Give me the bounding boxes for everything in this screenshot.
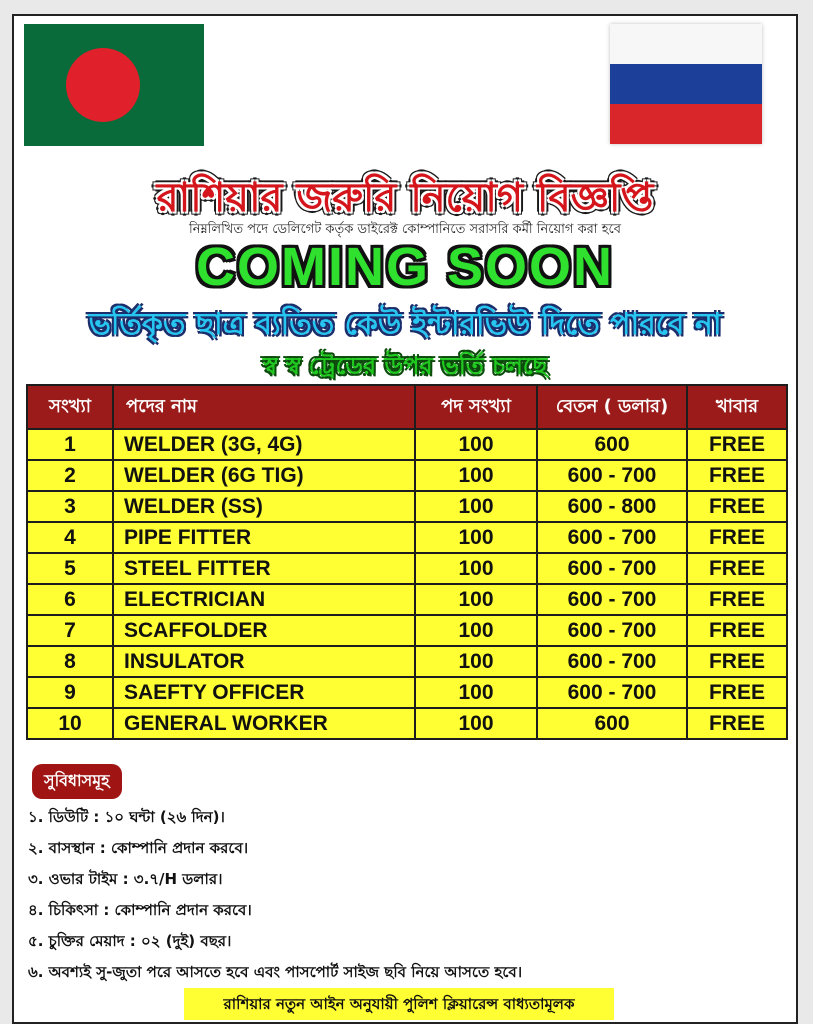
cell-salary: 600 - 700 (537, 584, 687, 615)
cell-food: FREE (687, 584, 787, 615)
recruitment-poster (12, 14, 798, 1024)
cell-serial: 3 (27, 491, 113, 522)
cell-post: WELDER (SS) (113, 491, 415, 522)
cell-salary: 600 (537, 708, 687, 739)
cell-quantity: 100 (415, 460, 537, 491)
cell-quantity: 100 (415, 677, 537, 708)
cell-post: WELDER (3G, 4G) (113, 429, 415, 460)
cell-quantity: 100 (415, 615, 537, 646)
job-table (26, 384, 788, 740)
bangladesh-flag-icon (24, 24, 204, 146)
benefit-item: ৪. চিকিৎসা : কোম্পানি প্রদান করবে। (28, 901, 252, 919)
benefit-item: ৩. ওভার টাইম : ৩.৭/H ডলার। (28, 870, 223, 888)
cell-quantity: 100 (415, 429, 537, 460)
cell-serial: 2 (27, 460, 113, 491)
table-row (27, 491, 787, 522)
cell-post: INSULATOR (113, 646, 415, 677)
benefits-list (28, 802, 522, 988)
header-post: পদের নাম (113, 385, 415, 429)
trade-admission-note: স্ব স্ব ট্রেডের উপর ভর্তি চলছে (262, 352, 548, 380)
poster-headline: রাশিয়ার জরুরি নিয়োগ বিজ্ঞপ্তি (156, 175, 654, 221)
table-row (27, 708, 787, 739)
benefits-title: সুবিধাসমূহ (32, 764, 122, 799)
table-row (27, 553, 787, 584)
cell-post: STEEL FITTER (113, 553, 415, 584)
cell-quantity: 100 (415, 708, 537, 739)
cell-salary: 600 - 700 (537, 460, 687, 491)
cell-serial: 9 (27, 677, 113, 708)
poster-subheadline: নিম্নলিখিত পদে ডেলিগেট কর্তৃক ডাইরেক্ট কোম্পানিতে সরাসরি কর্মী নিয়োগ করা হবে (189, 222, 621, 237)
cell-serial: 1 (27, 429, 113, 460)
cell-quantity: 100 (415, 553, 537, 584)
cell-post: SCAFFOLDER (113, 615, 415, 646)
cell-quantity: 100 (415, 584, 537, 615)
benefit-item: ৬. অবশ্যই সু-জুতা পরে আসতে হবে এবং পাসপোর্ট সাইজ ছবি নিয়ে আসতে হবে। (28, 963, 523, 981)
flag-blue-band (610, 64, 762, 104)
cell-serial: 6 (27, 584, 113, 615)
header-serial: সংখ্যা (27, 385, 113, 429)
cell-post: WELDER (6G TIG) (113, 460, 415, 491)
table-row (27, 522, 787, 553)
cell-serial: 10 (27, 708, 113, 739)
header-food: খাবার (687, 385, 787, 429)
cell-food: FREE (687, 646, 787, 677)
cell-food: FREE (687, 491, 787, 522)
table-header-row (27, 385, 787, 429)
police-clearance-note: রাশিয়ার নতুন আইন অনুযায়ী পুলিশ ক্লিয়ারেন্স বাধ্যতামূলক (184, 988, 614, 1020)
header-salary: বেতন ( ডলার) (537, 385, 687, 429)
table-row (27, 429, 787, 460)
cell-food: FREE (687, 429, 787, 460)
table-row (27, 615, 787, 646)
interview-notice: ভর্তিকৃত ছাত্র ব্যতিত কেউ ইন্টারভিউ দিতে পারবে না (88, 307, 722, 342)
cell-food: FREE (687, 615, 787, 646)
cell-salary: 600 (537, 429, 687, 460)
cell-food: FREE (687, 677, 787, 708)
cell-salary: 600 - 700 (537, 615, 687, 646)
flag-white-band (610, 24, 762, 64)
coming-soon-banner: COMING SOON (195, 237, 614, 297)
benefit-item: ৫. চুক্তির মেয়াদ : ০২ (দুই) বছর। (28, 932, 232, 950)
cell-post: PIPE FITTER (113, 522, 415, 553)
benefit-item: ২. বাসস্থান : কোম্পানি প্রদান করবে। (28, 839, 249, 857)
table-row (27, 646, 787, 677)
russia-flag-icon (610, 24, 762, 144)
cell-serial: 4 (27, 522, 113, 553)
cell-serial: 7 (27, 615, 113, 646)
cell-post: ELECTRICIAN (113, 584, 415, 615)
benefit-item: ১. ডিউটি : ১০ ঘন্টা (২৬ দিন)। (28, 808, 225, 826)
cell-food: FREE (687, 460, 787, 491)
cell-food: FREE (687, 708, 787, 739)
cell-quantity: 100 (415, 491, 537, 522)
flag-red-band (610, 104, 762, 144)
header-quantity: পদ সংখ্যা (415, 385, 537, 429)
table-row (27, 677, 787, 708)
table-row (27, 584, 787, 615)
cell-salary: 600 - 700 (537, 677, 687, 708)
cell-serial: 8 (27, 646, 113, 677)
cell-post: GENERAL WORKER (113, 708, 415, 739)
cell-food: FREE (687, 553, 787, 584)
flag-red-disc (66, 48, 140, 122)
cell-food: FREE (687, 522, 787, 553)
cell-salary: 600 - 700 (537, 553, 687, 584)
cell-salary: 600 - 800 (537, 491, 687, 522)
cell-serial: 5 (27, 553, 113, 584)
cell-post: SAEFTY OFFICER (113, 677, 415, 708)
cell-quantity: 100 (415, 522, 537, 553)
table-row (27, 460, 787, 491)
cell-quantity: 100 (415, 646, 537, 677)
cell-salary: 600 - 700 (537, 646, 687, 677)
cell-salary: 600 - 700 (537, 522, 687, 553)
